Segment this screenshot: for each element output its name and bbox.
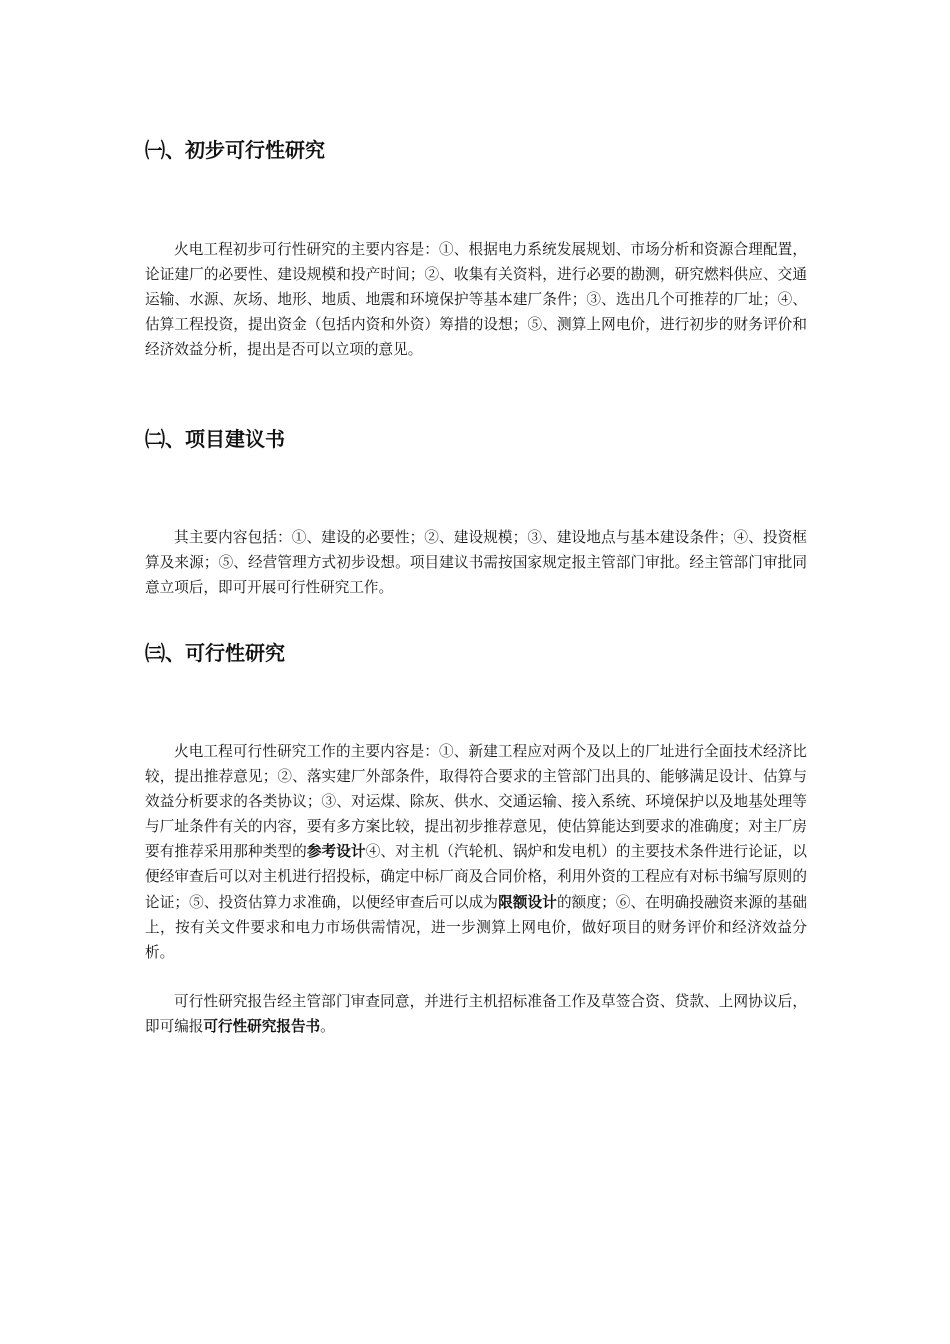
text-run: 可行性研究报告经主管部门审查同意，并进行主机招标准备工作及草签合资、贷款、上网协议后，即可编报 <box>145 993 807 1036</box>
paragraph-project-proposal <box>145 525 807 600</box>
paragraph-feasibility-study-content <box>145 739 807 965</box>
section-heading-project-proposal: ㈡、项目建议书 <box>145 427 285 451</box>
text-run: 的额度；⑥、在明确投融资来源的基础上，按有关文件要求和电力市场供需情况，进一步测算上网电价，做好项目的财务评价和经济效益分析。 <box>145 893 807 961</box>
bold-term-limit-design: 限额设计 <box>498 893 557 911</box>
text-run: 。 <box>320 1018 335 1036</box>
text-run: 火电工程可行性研究工作的主要内容是：①、新建工程应对两个及以上的厂址进行全面技术经济比较，提出推荐意见；②、落实建厂外部条件，取得符合要求的主管部门出具的、能够满足设计、估算与效益分析要求的各类协议；③、对运煤、除灰、供水、交通运输、接入系统、环境保护以及地基处理等与厂址条件有关的内容，要有多方案比较，提出初步推荐意见，使估算能达到要求的准确度；对主厂房要有推荐采用那种类型的 <box>145 743 807 861</box>
text-run: 其主要内容包括：①、建设的必要性；②、建设规模；③、建设地点与基本建设条件；④、投资框算及来源；⑤、经营管理方式初步设想。项目建议书需按国家规定报主管部门审批。经主管部门审批同意立项后，即可开展可行性研究工作。 <box>145 529 807 597</box>
text-run: ④、对主机（汽轮机、锅炉和发电机）的主要技术条件进行论证，以便经审查后可以对主机进行招投标，确定中标厂商及合同价格，利用外资的工程应有对标书编写原则的论证；⑤、投资估算力求准确，以便经审查后可以成为 <box>145 843 807 911</box>
bold-term-reference-design: 参考设计 <box>306 843 366 861</box>
paragraph-preliminary-feasibility <box>145 237 807 362</box>
bold-term-feasibility-report: 可行性研究报告书 <box>203 1018 321 1036</box>
paragraph-feasibility-report <box>145 989 807 1039</box>
section-heading-feasibility-study: ㈢、可行性研究 <box>145 641 285 665</box>
section-heading-preliminary-feasibility: ㈠、初步可行性研究 <box>145 138 325 162</box>
text-run: 火电工程初步可行性研究的主要内容是：①、根据电力系统发展规划、市场分析和资源合理配置，论证建厂的必要性、建设规模和投产时间；②、收集有关资料，进行必要的勘测，研究燃料供应、交通运输、水源、灰场、地形、地质、地震和环境保护等基本建厂条件；③、选出几个可推荐的厂址；④、估算工程投资，提出资金（包括内资和外资）筹措的设想；⑤、测算上网电价，进行初步的财务评价和经济效益分析，提出是否可以立项的意见。 <box>145 241 807 359</box>
